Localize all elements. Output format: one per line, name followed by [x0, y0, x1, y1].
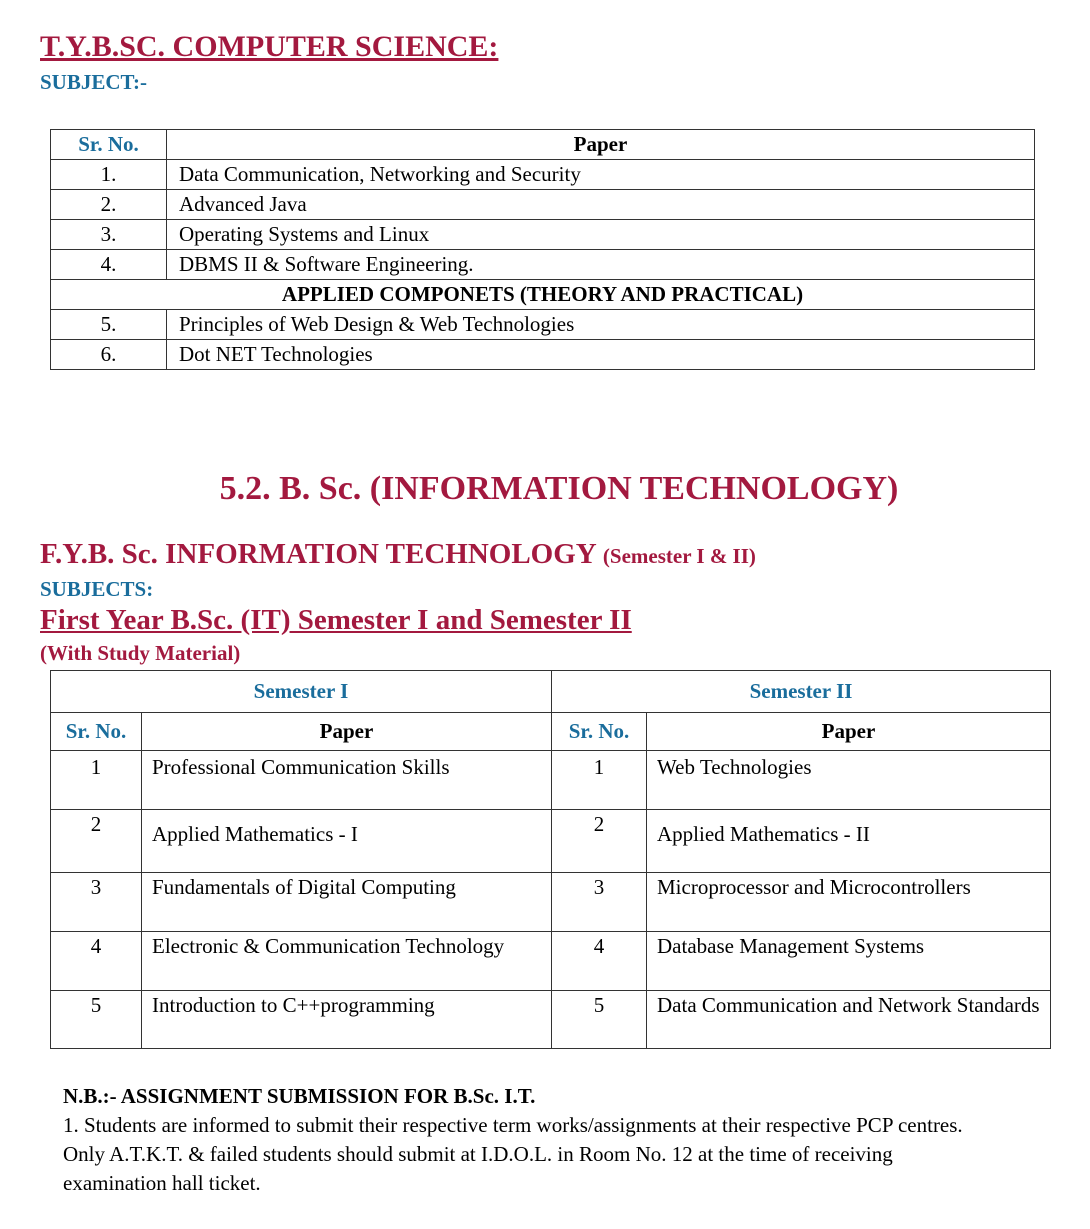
fy-title-text: F.Y.B. Sc. INFORMATION TECHNOLOGY [40, 538, 596, 570]
semester-header-row [51, 671, 1051, 713]
row-number: 2. [51, 190, 167, 220]
fy-it-title [40, 538, 756, 571]
applied-components-row [51, 280, 1035, 310]
applied-components-heading: APPLIED COMPONETS (THEORY AND PRACTICAL) [51, 280, 1035, 310]
row-paper: Database Management Systems [647, 932, 1051, 991]
fy-title-semesters: (Semester I & II) [602, 544, 756, 568]
row-number: 5. [51, 310, 167, 340]
row-number: 2 [552, 810, 647, 873]
study-material-note: (With Study Material) [40, 641, 241, 665]
row-paper: Introduction to C++programming [142, 991, 552, 1049]
row-paper: Fundamentals of Digital Computing [142, 873, 552, 932]
row-number: 4 [51, 932, 142, 991]
cs-subjects-table [50, 129, 1035, 370]
table-row [51, 250, 1035, 280]
table-row [51, 991, 1051, 1049]
it-section-title: 5.2. B. Sc. (INFORMATION TECHNOLOGY) [219, 470, 899, 507]
row-paper: Advanced Java [167, 190, 1035, 220]
table-row [51, 873, 1051, 932]
row-number: 3 [552, 873, 647, 932]
col-paper-header: Paper [142, 713, 552, 751]
row-paper: Data Communication, Networking and Security [167, 160, 1035, 190]
row-paper: Web Technologies [647, 751, 1051, 810]
row-paper: DBMS II & Software Engineering. [167, 250, 1035, 280]
row-paper: Principles of Web Design & Web Technologies [167, 310, 1035, 340]
semester-2-header: Semester II [552, 671, 1051, 713]
row-number: 3 [51, 873, 142, 932]
row-paper: Professional Communication Skills [142, 751, 552, 810]
first-year-heading: First Year B.Sc. (IT) Semester I and Semester II [40, 604, 632, 636]
row-paper: Electronic & Communication Technology [142, 932, 552, 991]
assignment-note [63, 1082, 963, 1198]
note-heading: N.B.:- ASSIGNMENT SUBMISSION FOR B.Sc. I.T. [63, 1084, 536, 1108]
row-number: 2 [51, 810, 142, 873]
table-row [51, 932, 1051, 991]
col-srno-header: Sr. No. [552, 713, 647, 751]
semester-1-header: Semester I [51, 671, 552, 713]
row-paper: Operating Systems and Linux [167, 220, 1035, 250]
table-row [51, 220, 1035, 250]
it-subjects-table [50, 670, 1051, 1049]
row-number: 5 [51, 991, 142, 1049]
table-row [51, 310, 1035, 340]
table-row [51, 160, 1035, 190]
row-number: 3. [51, 220, 167, 250]
table-row [51, 751, 1051, 810]
row-paper: Applied Mathematics - I [142, 810, 552, 873]
subjects-label: SUBJECTS: [40, 577, 154, 601]
row-number: 1 [552, 751, 647, 810]
row-number: 5 [552, 991, 647, 1049]
table-header-row [51, 130, 1035, 160]
note-body: 1. Students are informed to submit their respective term works/assignments at their respective PCP centres. Only A.T.K.T. & failed students should submit at I.D.O.L. in Room No. 12 at the time of receiving examination hall ticket. [63, 1113, 963, 1195]
row-paper: Applied Mathematics - II [647, 810, 1051, 873]
table-row [51, 810, 1051, 873]
row-paper: Microprocessor and Microcontrollers [647, 873, 1051, 932]
subject-label: SUBJECT:- [40, 70, 147, 94]
row-number: 1 [51, 751, 142, 810]
row-paper: Data Communication and Network Standards [647, 991, 1051, 1049]
column-header-row [51, 713, 1051, 751]
row-number: 4. [51, 250, 167, 280]
col-paper-header: Paper [167, 130, 1035, 160]
row-paper: Dot NET Technologies [167, 340, 1035, 370]
row-number: 1. [51, 160, 167, 190]
col-srno-header: Sr. No. [51, 130, 167, 160]
col-paper-header: Paper [647, 713, 1051, 751]
table-row [51, 340, 1035, 370]
table-row [51, 190, 1035, 220]
row-number: 6. [51, 340, 167, 370]
row-number: 4 [552, 932, 647, 991]
ty-bsc-cs-title: T.Y.B.SC. COMPUTER SCIENCE: [40, 30, 499, 63]
col-srno-header: Sr. No. [51, 713, 142, 751]
